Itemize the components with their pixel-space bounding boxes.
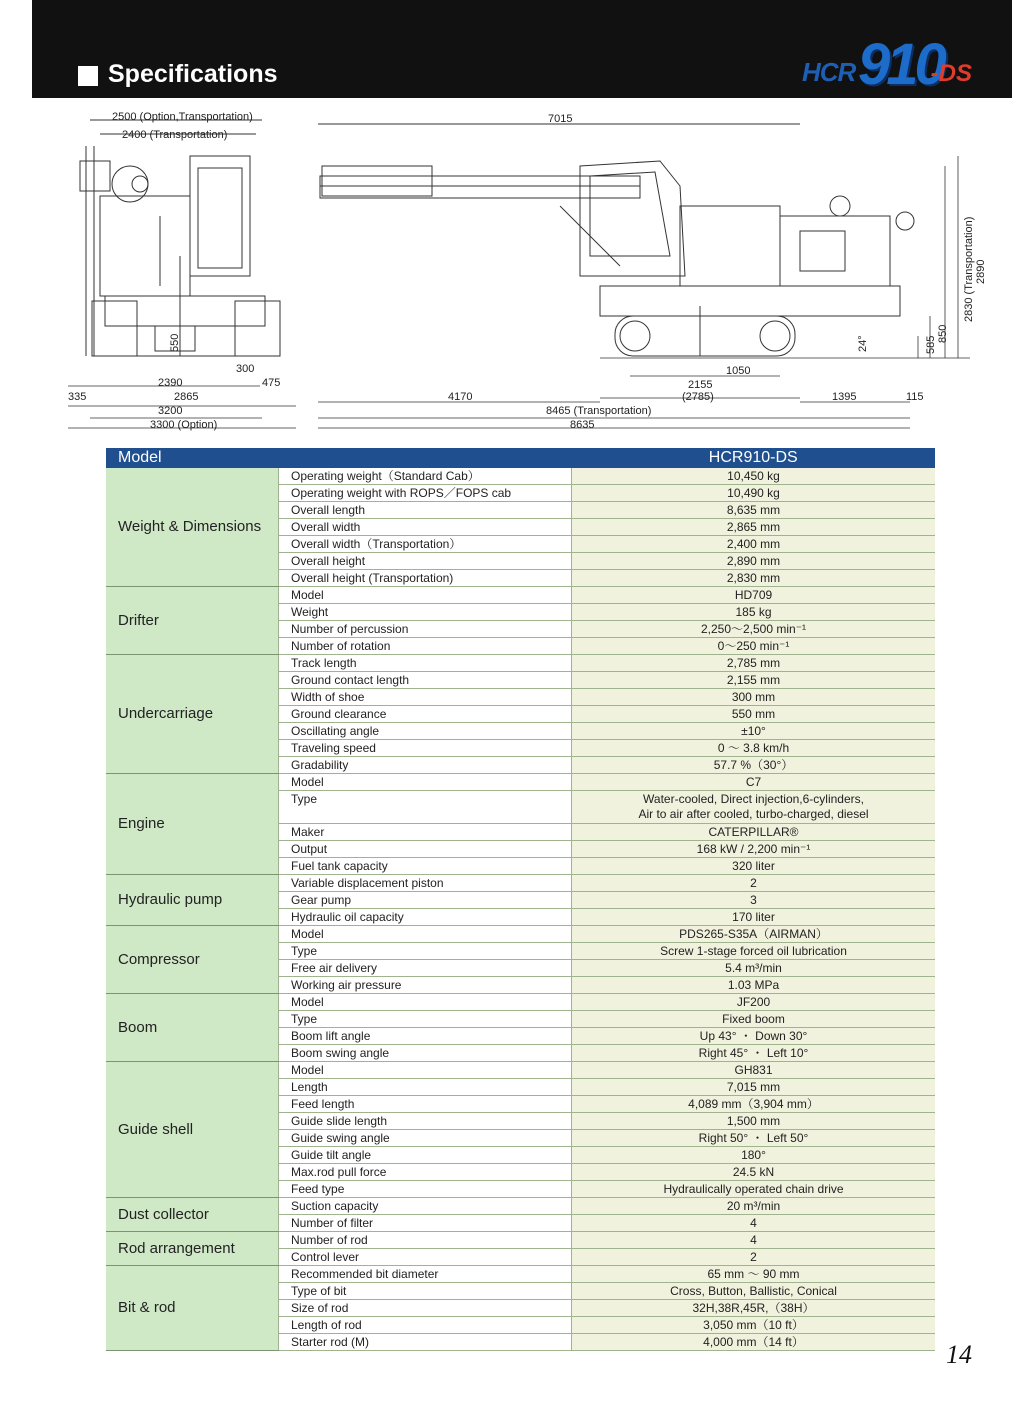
dim-550: 550 — [169, 333, 181, 352]
dim-4170: 4170 — [448, 391, 473, 403]
spec-label: Guide tilt angle — [279, 1147, 572, 1164]
spec-label: Type — [279, 791, 572, 824]
page-number: 14 — [946, 1340, 972, 1369]
dim-115: 115 — [906, 391, 924, 403]
category-cell: Bit & rod — [106, 1266, 279, 1351]
spec-label: Feed type — [279, 1181, 572, 1198]
spec-label: Maker — [279, 824, 572, 841]
spec-label: Ground clearance — [279, 706, 572, 723]
spec-value: Hydraulically operated chain drive — [572, 1181, 936, 1198]
dimension-drawing-svg — [60, 106, 987, 436]
front-view — [80, 120, 280, 356]
spec-label: Model — [279, 926, 572, 943]
side-dimension-lines — [318, 156, 970, 428]
dim-2390: 2390 — [158, 377, 183, 389]
spec-value: PDS265-S35A（AIRMAN） — [572, 926, 936, 943]
title-square-icon — [78, 66, 98, 86]
dim-2155: 2155 — [688, 379, 713, 391]
spec-value: 2,830 mm — [572, 570, 936, 587]
table-row — [106, 587, 935, 604]
spec-label: Oscillating angle — [279, 723, 572, 740]
spec-label: Overall width（Transportation） — [279, 536, 572, 553]
spec-value: 10,450 kg — [572, 468, 936, 485]
spec-label: Starter rod (M) — [279, 1334, 572, 1351]
spec-label: Control lever — [279, 1249, 572, 1266]
spec-label: Fuel tank capacity — [279, 858, 572, 875]
spec-value: 320 liter — [572, 858, 936, 875]
category-cell: Compressor — [106, 926, 279, 994]
spec-label: Width of shoe — [279, 689, 572, 706]
spec-label: Free air delivery — [279, 960, 572, 977]
table-row — [106, 1198, 935, 1215]
spec-label: Working air pressure — [279, 977, 572, 994]
spec-value: 4,089 mm（3,904 mm） — [572, 1096, 936, 1113]
spec-value: Right 45° ・ Left 10° — [572, 1045, 936, 1062]
spec-label: Hydraulic oil capacity — [279, 909, 572, 926]
spec-label: Weight — [279, 604, 572, 621]
spec-label: Guide slide length — [279, 1113, 572, 1130]
machine-drawing — [60, 106, 987, 436]
page-header — [32, 0, 1012, 98]
spec-value: 2 — [572, 875, 936, 892]
spec-value: Water-cooled, Direct injection,6-cylinders, Air to air after cooled, turbo-charged, diesel — [572, 791, 936, 824]
spec-table — [106, 448, 935, 1351]
spec-value: Cross, Button, Ballistic, Conical — [572, 1283, 936, 1300]
spec-label: Overall length — [279, 502, 572, 519]
spec-value: 2,155 mm — [572, 672, 936, 689]
dim-8465: 8465 (Transportation) — [546, 405, 652, 417]
category-cell: Rod arrangement — [106, 1232, 279, 1266]
spec-label: Number of rod — [279, 1232, 572, 1249]
dim-2785: (2785) — [682, 391, 714, 403]
category-cell: Hydraulic pump — [106, 875, 279, 926]
spec-value: 1,500 mm — [572, 1113, 936, 1130]
spec-label: Operating weight（Standard Cab） — [279, 468, 572, 485]
spec-value: 2,785 mm — [572, 655, 936, 672]
table-row — [106, 468, 935, 485]
spec-label: Boom swing angle — [279, 1045, 572, 1062]
table-row — [106, 1062, 935, 1079]
spec-label: Number of percussion — [279, 621, 572, 638]
spec-label: Traveling speed — [279, 740, 572, 757]
dim-300: 300 — [236, 363, 255, 375]
spec-value: 24.5 kN — [572, 1164, 936, 1181]
table-row — [106, 774, 935, 791]
spec-label: Overall height (Transportation) — [279, 570, 572, 587]
dim-1050: 1050 — [726, 365, 751, 377]
table-row — [106, 994, 935, 1011]
spec-label: Variable displacement piston — [279, 875, 572, 892]
spec-value: C7 — [572, 774, 936, 791]
spec-table-body — [106, 468, 935, 1351]
model-value-header: HCR910-DS — [572, 448, 936, 468]
dim-2830: 2830 (Transportation) — [963, 216, 975, 322]
spec-label: Track length — [279, 655, 572, 672]
dim-585: 585 — [925, 335, 937, 354]
spec-label: Overall width — [279, 519, 572, 536]
spec-value: 0～250 min⁻¹ — [572, 638, 936, 655]
category-cell: Drifter — [106, 587, 279, 655]
spec-value: 4 — [572, 1215, 936, 1232]
dim-7015: 7015 — [548, 113, 573, 125]
spec-value: 4 — [572, 1232, 936, 1249]
spec-label: Type — [279, 943, 572, 960]
spec-value: 300 mm — [572, 689, 936, 706]
dim-3200: 3200 — [158, 405, 183, 417]
spec-label: Model — [279, 1062, 572, 1079]
spec-value: HD709 — [572, 587, 936, 604]
spec-value: 20 m³/min — [572, 1198, 936, 1215]
spec-label: Number of rotation — [279, 638, 572, 655]
table-row — [106, 875, 935, 892]
product-logo — [802, 30, 972, 97]
category-cell: Boom — [106, 994, 279, 1062]
spec-label: Gear pump — [279, 892, 572, 909]
dim-850: 850 — [937, 324, 949, 343]
category-cell: Guide shell — [106, 1062, 279, 1198]
spec-value: Fixed boom — [572, 1011, 936, 1028]
spec-label: Boom lift angle — [279, 1028, 572, 1045]
dim-2890: 2890 — [975, 259, 987, 284]
dim-8635: 8635 — [570, 419, 595, 431]
dim-2400: 2400 (Transportation) — [122, 129, 228, 141]
spec-label: Recommended bit diameter — [279, 1266, 572, 1283]
spec-value: 170 liter — [572, 909, 936, 926]
spec-value: 0 ～ 3.8 km/h — [572, 740, 936, 757]
dim-2865: 2865 — [174, 391, 199, 403]
table-row — [106, 1232, 935, 1249]
spec-value: 3 — [572, 892, 936, 909]
table-row — [106, 1266, 935, 1283]
category-cell: Dust collector — [106, 1198, 279, 1232]
table-row — [106, 655, 935, 672]
category-cell: Engine — [106, 774, 279, 875]
spec-value: 2 — [572, 1249, 936, 1266]
category-cell: Undercarriage — [106, 655, 279, 774]
logo-suffix: -DS — [930, 60, 972, 87]
dim-2500: 2500 (Option,Transportation) — [112, 111, 253, 123]
spec-value: 57.7 %（30°） — [572, 757, 936, 774]
dim-3300: 3300 (Option) — [150, 419, 218, 431]
spec-value: CATERPILLAR® — [572, 824, 936, 841]
spec-value: Up 43° ・ Down 30° — [572, 1028, 936, 1045]
spec-value: 7,015 mm — [572, 1079, 936, 1096]
spec-table-header — [106, 448, 935, 468]
dim-335: 335 — [68, 391, 87, 403]
spec-label: Model — [279, 587, 572, 604]
spec-value: 65 mm ～ 90 mm — [572, 1266, 936, 1283]
spec-value: 180° — [572, 1147, 936, 1164]
spec-label: Gradability — [279, 757, 572, 774]
logo-number: 910 — [858, 32, 943, 97]
spec-value: 185 kg — [572, 604, 936, 621]
model-header: Model — [106, 448, 572, 468]
dim-475: 475 — [262, 377, 281, 389]
spec-label: Output — [279, 841, 572, 858]
spec-label: Max.rod pull force — [279, 1164, 572, 1181]
spec-value: 2,400 mm — [572, 536, 936, 553]
spec-label: Overall height — [279, 553, 572, 570]
spec-value: 168 kW / 2,200 min⁻¹ — [572, 841, 936, 858]
spec-label: Type of bit — [279, 1283, 572, 1300]
spec-value: 4,000 mm（14 ft） — [572, 1334, 936, 1351]
spec-value: 2,250～2,500 min⁻¹ — [572, 621, 936, 638]
spec-value: 2,890 mm — [572, 553, 936, 570]
spec-value: 32H,38R,45R,（38H） — [572, 1300, 936, 1317]
page-title: Specifications — [108, 60, 278, 88]
spec-value: ±10° — [572, 723, 936, 740]
spec-value: Screw 1-stage forced oil lubrication — [572, 943, 936, 960]
spec-label: Suction capacity — [279, 1198, 572, 1215]
spec-label: Model — [279, 774, 572, 791]
spec-value: 8,635 mm — [572, 502, 936, 519]
spec-value: Right 50° ・ Left 50° — [572, 1130, 936, 1147]
spec-label: Length of rod — [279, 1317, 572, 1334]
dim-1395: 1395 — [832, 391, 857, 403]
side-view — [318, 124, 914, 356]
spec-label: Length — [279, 1079, 572, 1096]
spec-label: Model — [279, 994, 572, 1011]
spec-label: Type — [279, 1011, 572, 1028]
spec-value: 2,865 mm — [572, 519, 936, 536]
spec-value: JF200 — [572, 994, 936, 1011]
spec-value: 5.4 m³/min — [572, 960, 936, 977]
spec-label: Guide swing angle — [279, 1130, 572, 1147]
spec-label: Ground contact length — [279, 672, 572, 689]
table-row — [106, 926, 935, 943]
spec-value: 3,050 mm（10 ft） — [572, 1317, 936, 1334]
spec-label: Feed length — [279, 1096, 572, 1113]
spec-value: 550 mm — [572, 706, 936, 723]
spec-label: Number of filter — [279, 1215, 572, 1232]
spec-value: GH831 — [572, 1062, 936, 1079]
spec-value: 1.03 MPa — [572, 977, 936, 994]
spec-value: 10,490 kg — [572, 485, 936, 502]
logo-prefix: HCR — [802, 57, 856, 87]
spec-label: Operating weight with ROPS／FOPS cab — [279, 485, 572, 502]
dim-24deg: 24° — [857, 335, 869, 352]
category-cell: Weight & Dimensions — [106, 468, 279, 587]
spec-label: Size of rod — [279, 1300, 572, 1317]
